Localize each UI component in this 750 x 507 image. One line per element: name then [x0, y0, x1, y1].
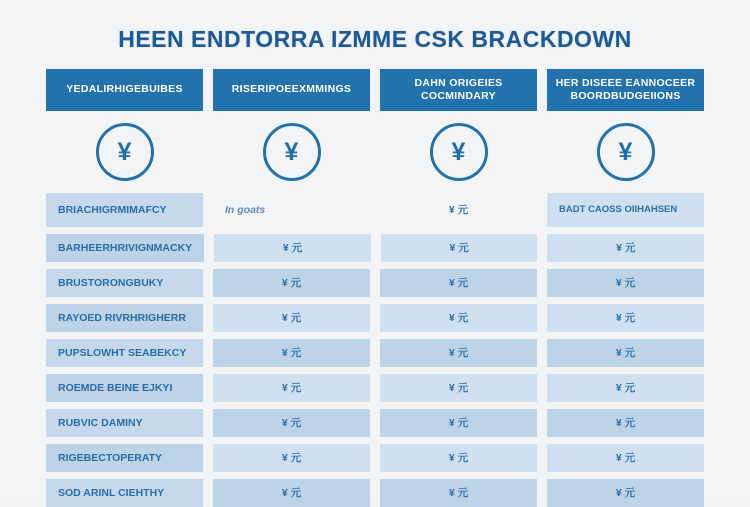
row-label: ROEMDE BEINE EJKYI	[46, 374, 203, 402]
yen-currency-icon: ¥	[96, 123, 154, 181]
row-value-2: ¥ 元	[380, 304, 537, 332]
row-value-3: ¥ 元	[547, 409, 704, 437]
yen-currency-icon: ¥	[263, 123, 321, 181]
table-row	[46, 479, 704, 507]
table-body	[46, 193, 704, 507]
table-row	[46, 304, 704, 332]
row-value-3: ¥ 元	[547, 374, 704, 402]
row-value-3: ¥ 元	[547, 234, 704, 262]
page-title: HEEN ENDTORRA IZMME CSK BRACKDOWN	[118, 26, 632, 52]
row-value-2: ¥ 元	[448, 203, 469, 216]
column-icon-cell-4	[547, 123, 704, 181]
yen-currency-icon: ¥	[597, 123, 655, 181]
column-icon-cell-3	[380, 123, 537, 181]
row-value-3: ¥ 元	[547, 479, 704, 507]
row-value-3: ¥ 元	[547, 444, 704, 472]
row-value-3: ¥ 元	[547, 304, 704, 332]
row-value-1: ¥ 元	[213, 444, 370, 472]
row-value-1: ¥ 元	[213, 339, 370, 367]
row-value-1: ¥ 元	[214, 234, 371, 262]
row-label: RAYOED RIVRHRIGHERR	[46, 304, 203, 332]
row-value-2: ¥ 元	[380, 479, 537, 507]
row-label: RUBVIC DAMINY	[46, 409, 203, 437]
row-value-2: ¥ 元	[380, 444, 537, 472]
row-value-1: ¥ 元	[213, 269, 370, 297]
row-value-1: In goats	[225, 203, 266, 216]
yen-currency-icon: ¥	[430, 123, 488, 181]
table-header-row	[46, 69, 704, 111]
column-header-1: YEDALIRHIGEBUIBES	[46, 69, 203, 111]
row-value-3: ¥ 元	[547, 339, 704, 367]
row-value-2: ¥ 元	[380, 269, 537, 297]
row-value-2: ¥ 元	[381, 234, 538, 262]
row-label: RIGEBECTOPERATY	[46, 444, 203, 472]
column-icon-cell-2	[213, 123, 370, 181]
row-value-2: ¥ 元	[380, 409, 537, 437]
row-value-1: ¥ 元	[213, 409, 370, 437]
row-label: BRUSTORONGBUKY	[46, 269, 203, 297]
row-value-1: ¥ 元	[213, 479, 370, 507]
row-value-2: ¥ 元	[380, 339, 537, 367]
table-row	[46, 409, 704, 437]
row-label: BRIACHIGRMIMAFCY	[46, 193, 203, 227]
table-row	[46, 193, 704, 227]
column-header-4: HER DISEEE EANNOCEER BOORDBUDGEIIONS	[547, 69, 704, 111]
table-row	[46, 269, 704, 297]
table-row	[46, 374, 704, 402]
table-row	[46, 444, 704, 472]
row-label: BARHEERHRIVIGNMACKY	[46, 234, 204, 262]
column-icon-cell-1	[46, 123, 203, 181]
table-row	[46, 339, 704, 367]
column-header-3: DAHN ORIGEIES COCMINDARY	[380, 69, 537, 111]
row-value-1: ¥ 元	[213, 304, 370, 332]
row-value-3: BADT CAOSS OIIHAHSEN	[547, 193, 704, 227]
column-header-2: RISERIPOEEXMMINGS	[213, 69, 370, 111]
row-value-3: ¥ 元	[547, 269, 704, 297]
row-label: SOD ARINL CIEHTHY	[46, 479, 203, 507]
column-icon-row	[46, 111, 704, 193]
row-value-2: ¥ 元	[380, 374, 537, 402]
row-value-1: ¥ 元	[213, 374, 370, 402]
table-row	[46, 234, 704, 262]
row-label: PUPSLOWHT SEABEKCY	[46, 339, 203, 367]
